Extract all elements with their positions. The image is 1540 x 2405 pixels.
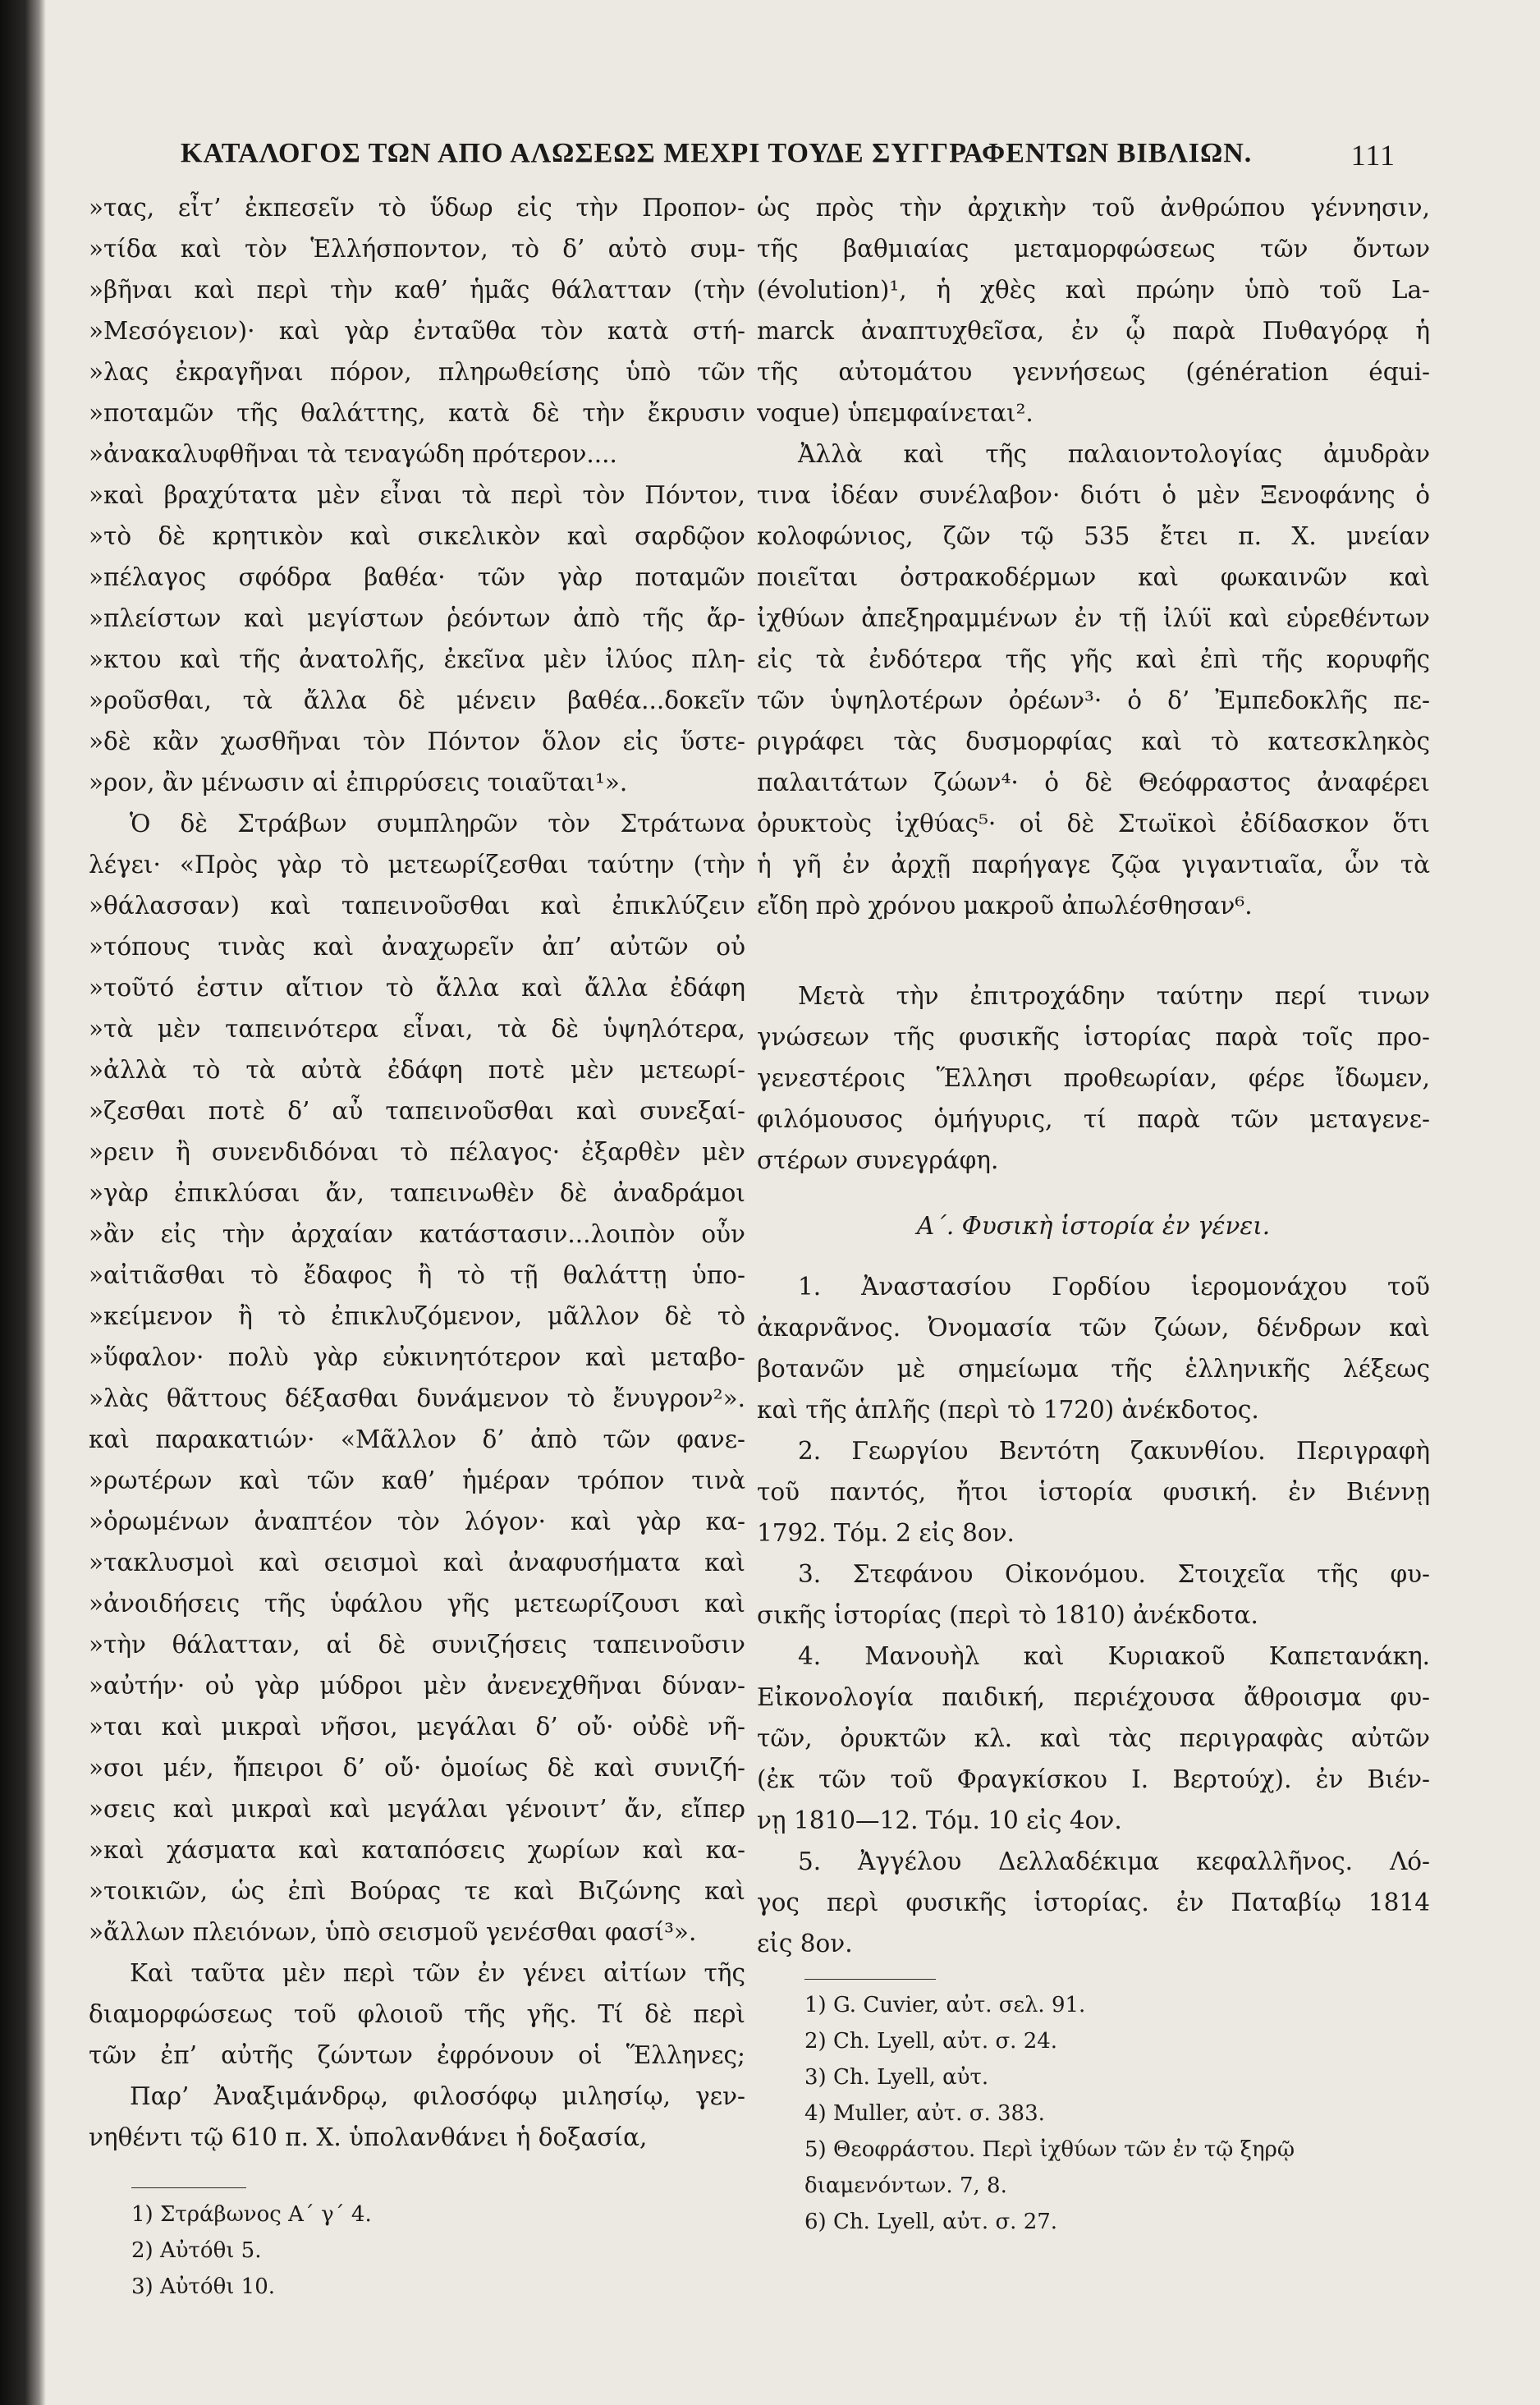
running-title: ΚΑΤΑΛΟΓΟΣ ΤΩΝ ΑΠΟ ΑΛΩΣΕΩΣ ΜΕΧΡΙ ΤΟΥΔΕ ΣΥΓΓΡΑΦΕΝΤΩΝ ΒΙΒΛΙΩΝ. — [181, 138, 1253, 168]
text-line: »ρον, ἂν μένωσιν αἱ ἐπιρρύσεις τοιαῦται¹». — [89, 769, 628, 796]
text-line: ποιεῖται ὀστρακοδέρμων καὶ φωκαινῶν καὶ — [757, 563, 1430, 591]
text-line: »ἄλλων πλειόνων, ὑπὸ σεισμοῦ γενέσθαι φασί³». — [89, 1918, 697, 1946]
text-line: »λας ἐκραγῆναι πόρον, πληρωθείσης ὑπὸ τῶν — [89, 358, 745, 386]
text-line: »τόπους τινὰς καὶ ἀναχωρεῖν ἀπ’ αὐτῶν οὐ — [89, 933, 745, 961]
book-entry-line: εἰς 8ον. — [757, 1930, 853, 1958]
text-line: »αὐτήν· οὐ γὰρ μύδροι μὲν ἀνενεχθῆναι δύναν- — [89, 1672, 745, 1700]
footnote-rule-right — [804, 1979, 936, 1980]
book-entry-line: νῃ 1810—12. Τόμ. 10 εἰς 4ον. — [757, 1806, 1122, 1834]
text-line: »δὲ κἂν χωσθῆναι τὸν Πόντον ὅλον εἰς ὕστε- — [89, 727, 745, 755]
text-line: »ροῦσθαι, τὰ ἄλλα δὲ μένειν βαθέα...δοκεῖν — [89, 686, 745, 714]
text-line: τῆς αὐτομάτου γεννήσεως (génération équi- — [757, 358, 1430, 386]
text-line: »κτου καὶ τῆς ἀνατολῆς, ἐκεῖνα μὲν ἰλύος πλη- — [89, 645, 745, 673]
footnote: 2) Ch. Lyell, αὐτ. σ. 24. — [804, 2029, 1058, 2054]
text-line: νηθέντι τῷ 610 π. Χ. ὑπολανθάνει ἡ δοξασία, — [89, 2123, 648, 2151]
text-line: ὡς πρὸς τὴν ἀρχικὴν τοῦ ἀνθρώπου γέννησιν, — [757, 194, 1430, 222]
footnote: 1) Στράβωνος Α΄ γ΄ 4. — [131, 2202, 372, 2227]
text-line: »ποταμῶν τῆς θαλάττης, κατὰ δὲ τὴν ἔκρυσιν — [89, 399, 745, 427]
text-line: »ἀνοιδήσεις τῆς ὑφάλου γῆς μετεωρίζουσι καὶ — [89, 1590, 745, 1618]
book-entry-line: σικῆς ἱστορίας (περὶ τὸ 1810) ἀνέκδοτα. — [757, 1601, 1258, 1629]
book-entry-line: (ἐκ τῶν τοῦ Φραγκίσκου Ι. Βερτούχ). ἐν Βιέν- — [757, 1765, 1430, 1793]
text-line: »κείμενον ἢ τὸ ἐπικλυζόμενον, μᾶλλον δὲ τὸ — [89, 1302, 745, 1330]
book-entry-line: 5. Ἀγγέλου Δελλαδέκιμα κεφαλλῆνος. Λό- — [798, 1847, 1430, 1875]
text-line: »τας, εἶτ’ ἐκπεσεῖν τὸ ὕδωρ εἰς τὴν Προπον- — [89, 194, 745, 222]
left-footnotes — [131, 2196, 372, 2305]
section-heading: Α΄. Φυσικὴ ἱστορία ἐν γένει. — [916, 1212, 1271, 1240]
book-entry-line: 2. Γεωργίου Βεντότη ζακυνθίου. Περιγραφὴ — [798, 1437, 1430, 1465]
text-line: »σοι μέν, ἤπειροι δ’ οὔ· ὁμοίως δὲ καὶ συνιζή- — [89, 1754, 745, 1782]
text-line: Ἀλλὰ καὶ τῆς παλαιοντολογίας ἀμυδρὰν — [798, 440, 1430, 468]
book-spine-shadow — [0, 0, 46, 2405]
text-line: »πέλαγος σφόδρα βαθέα· τῶν γὰρ ποταμῶν — [89, 563, 745, 591]
text-line: »τοικιῶν, ὡς ἐπὶ Βούρας τε καὶ Βιζώνης καὶ — [89, 1877, 745, 1905]
text-line: »σεις καὶ μικραὶ καὶ μεγάλαι γένοιντ’ ἄν, εἴπερ — [89, 1795, 745, 1823]
text-line: »ὁρωμένων ἀναπτέον τὸν λόγον· καὶ γὰρ κα- — [89, 1508, 745, 1535]
text-line: »καὶ βραχύτατα μὲν εἶναι τὰ περὶ τὸν Πόντον, — [89, 481, 745, 509]
text-line: τῆς βαθμιαίας μεταμορφώσεως τῶν ὄντων — [757, 235, 1430, 263]
text-line: marck ἀναπτυχθεῖσα, ἐν ᾧ παρὰ Πυθαγόρᾳ ἡ — [757, 317, 1430, 345]
text-line: Μετὰ τὴν ἐπιτροχάδην ταύτην περί τινων — [798, 982, 1430, 1010]
text-line: »ζεσθαι ποτὲ δ’ αὖ ταπεινοῦσθαι καὶ συνεξαί- — [89, 1097, 745, 1125]
footnote: 5) Θεοφράστου. Περὶ ἰχθύων τῶν ἐν τῷ ξηρῷ — [804, 2137, 1295, 2162]
right-footnotes — [804, 1987, 1295, 2240]
book-entry-line: 4. Μανουὴλ καὶ Κυριακοῦ Καπετανάκη. — [798, 1642, 1430, 1670]
text-line: Καὶ ταῦτα μὲν περὶ τῶν ἐν γένει αἰτίων τῆς — [130, 1959, 745, 1987]
text-line: »πλείστων καὶ μεγίστων ῥεόντων ἀπὸ τῆς ἄρ- — [89, 604, 745, 632]
text-line: παλαιτάτων ζώων⁴· ὁ δὲ Θεόφραστος ἀναφέρει — [757, 769, 1430, 796]
text-line: φιλόμουσος ὁμήγυρις, τί παρὰ τῶν μεταγενε- — [757, 1105, 1430, 1133]
footnote: 1) G. Cuvier, αὐτ. σελ. 91. — [804, 1993, 1086, 2017]
text-line: ριγράφει τὰς δυσμορφίας καὶ τὸ κατεσκληκὸς — [757, 727, 1430, 755]
book-entry-line: βοτανῶν μὲ σημείωμα τῆς ἑλληνικῆς λέξεως — [757, 1355, 1430, 1383]
text-line: »βῆναι καὶ περὶ τὴν καθ’ ἡμᾶς θάλατταν (τὴν — [89, 276, 745, 304]
text-line: »ται καὶ μικραὶ νῆσοι, μεγάλαι δ’ οὔ· οὐδὲ νῆ- — [89, 1713, 745, 1741]
text-line: γενεστέροις Ἕλλησι προθεωρίαν, φέρε ἴδωμεν, — [757, 1064, 1430, 1092]
book-entry-line: 1792. Τόμ. 2 εἰς 8ον. — [757, 1519, 1015, 1547]
footnote: 3) Ch. Lyell, αὐτ. — [804, 2065, 989, 2090]
text-line: »τὸ δὲ κρητικὸν καὶ σικελικὸν καὶ σαρδῷον — [89, 522, 745, 550]
text-line: καὶ παρακατιών· «Μᾶλλον δ’ ἀπὸ τῶν φανε- — [89, 1425, 745, 1453]
text-line: »αἰτιᾶσθαι τὸ ἔδαφος ἢ τὸ τῇ θαλάττῃ ὑπο- — [89, 1261, 745, 1289]
book-entry-line: καὶ τῆς ἁπλῆς (περὶ τὸ 1720) ἀνέκδοτος. — [757, 1396, 1259, 1424]
text-line: τῶν ἐπ’ αὐτῆς ζώντων ἐφρόνουν οἱ Ἕλληνες; — [89, 2041, 745, 2069]
text-line: στέρων συνεγράφη. — [757, 1146, 999, 1174]
text-line: »τίδα καὶ τὸν Ἑλλήσποντον, τὸ δ’ αὐτὸ συμ- — [89, 235, 745, 263]
text-line: »ἀλλὰ τὸ τὰ αὐτὰ ἐδάφη ποτὲ μὲν μετεωρί- — [89, 1056, 745, 1084]
text-line: »γὰρ ἐπικλύσαι ἄν, ταπεινωθὲν δὲ ἀναδράμοι — [89, 1179, 745, 1207]
text-line: εἴδη πρὸ χρόνου μακροῦ ἀπωλέσθησαν⁶. — [757, 892, 1253, 920]
book-entry-line: Εἰκονολογία παιδική, περιέχουσα ἄθροισμα φυ- — [757, 1683, 1430, 1711]
text-line: »ὕφαλον· πολὺ γὰρ εὐκινητότερον καὶ μεταβο- — [89, 1343, 745, 1371]
text-line: »ρειν ἢ συνενδιδόναι τὸ πέλαγος· ἐξαρθὲν μὲν — [89, 1138, 745, 1166]
text-line: λέγει· «Πρὸς γὰρ τὸ μετεωρίζεσθαι ταύτην (τὴν — [89, 851, 745, 879]
text-line: ὀρυκτοὺς ἰχθύας⁵· οἱ δὲ Στωϊκοὶ ἐδίδασκον ὅτι — [757, 810, 1430, 838]
text-line: Παρ’ Ἀναξιμάνδρῳ, φιλοσόφῳ μιλησίῳ, γεν- — [130, 2082, 745, 2110]
text-line: »λὰς θᾶττους δέξασθαι δυνάμενον τὸ ἔνυγρον²». — [89, 1384, 745, 1412]
book-entry-line: 1. Ἀναστασίου Γορδίου ἱερομονάχου τοῦ — [798, 1273, 1430, 1301]
right-column — [757, 187, 1430, 1964]
text-line: εἰς τὰ ἐνδότερα τῆς γῆς καὶ ἐπὶ τῆς κορυφῆς — [757, 645, 1430, 673]
text-line: »ἀνακαλυφθῆναι τὰ τεναγώδη πρότερον.... — [89, 440, 617, 468]
text-line: »ρωτέρων καὶ τῶν καθ’ ἡμέραν τρόπον τινὰ — [89, 1466, 745, 1494]
text-line: voque) ὑπεμφαίνεται². — [757, 399, 1034, 427]
text-line: κολοφώνιος, ζῶν τῷ 535 ἔτει π. Χ. μνείαν — [757, 522, 1430, 550]
text-line: »Μεσόγειον)· καὶ γὰρ ἐνταῦθα τὸν κατὰ στή- — [89, 317, 745, 345]
footnote-rule-left — [131, 2187, 246, 2188]
footnote: 3) Αὐτόθι 10. — [131, 2274, 276, 2299]
footnote: διαμενόντων. 7, 8. — [804, 2173, 1007, 2198]
right-column-top — [757, 187, 1430, 926]
left-column — [89, 187, 745, 2158]
page-number: 111 — [1350, 139, 1396, 172]
text-line: »τὰ μὲν ταπεινότερα εἶναι, τὰ δὲ ὑψηλότερα, — [89, 1015, 745, 1043]
text-line: τινα ἰδέαν συνέλαβον· διότι ὁ μὲν Ξενοφάνης ὁ — [757, 481, 1430, 509]
text-line: »τοῦτό ἐστιν αἴτιον τὸ ἄλλα καὶ ἄλλα ἐδάφη — [89, 974, 745, 1002]
text-line: (évolution)¹, ἡ χθὲς καὶ πρώην ὑπὸ τοῦ La- — [757, 276, 1430, 304]
text-line: ἰχθύων ἀπεξηραμμένων ἐν τῇ ἰλύϊ καὶ εὑρεθέντων — [757, 604, 1430, 632]
book-entry-line: γος περὶ φυσικῆς ἱστορίας. ἐν Παταβίῳ 1814 — [757, 1889, 1430, 1916]
book-entry-line: 3. Στεφάνου Οἰκονόμου. Στοιχεῖα τῆς φυ- — [798, 1560, 1430, 1588]
text-line: τῶν ὑψηλοτέρων ὀρέων³· ὁ δ’ Ἐμπεδοκλῆς πε- — [757, 686, 1430, 714]
text-line: γνώσεων τῆς φυσικῆς ἱστορίας παρὰ τοῖς προ- — [757, 1023, 1430, 1051]
text-line: Ὁ δὲ Στράβων συμπληρῶν τὸν Στράτωνα — [130, 810, 745, 838]
text-line: »τὴν θάλατταν, αἱ δὲ συνιζήσεις ταπεινοῦσιν — [89, 1631, 745, 1659]
text-line: διαμορφώσεως τοῦ φλοιοῦ τῆς γῆς. Τί δὲ περὶ — [89, 2000, 745, 2028]
footnote: 6) Ch. Lyell, αὐτ. σ. 27. — [804, 2210, 1058, 2234]
book-entry-line: ἀκαρνᾶνος. Ὀνομασία τῶν ζώων, δένδρων καὶ — [757, 1314, 1430, 1342]
book-entry-line: τῶν, ὀρυκτῶν κλ. καὶ τὰς περιγραφὰς αὐτῶν — [757, 1724, 1430, 1752]
footnote: 4) Muller, αὐτ. σ. 383. — [804, 2101, 1045, 2126]
book-list — [757, 1266, 1430, 1964]
book-entry-line: τοῦ παντός, ἤτοι ἱστορία φυσική. ἐν Βιέννῃ — [757, 1478, 1430, 1506]
text-line: »καὶ χάσματα καὶ καταπόσεις χωρίων καὶ κα- — [89, 1836, 745, 1864]
footnote: 2) Αὐτόθι 5. — [131, 2238, 262, 2263]
text-line: ἡ γῆ ἐν ἀρχῇ παρήγαγε ζῷα γιγαντιαῖα, ὧν τὰ — [757, 851, 1430, 879]
text-line: »θάλασσαν) καὶ ταπεινοῦσθαι καὶ ἐπικλύζειν — [89, 892, 745, 920]
text-line: »ἂν εἰς τὴν ἀρχαίαν κατάστασιν...λοιπὸν οὖν — [89, 1220, 745, 1248]
text-line: »τακλυσμοὶ καὶ σεισμοὶ καὶ ἀναφυσήματα καὶ — [89, 1549, 745, 1577]
right-column-transition — [757, 975, 1430, 1181]
